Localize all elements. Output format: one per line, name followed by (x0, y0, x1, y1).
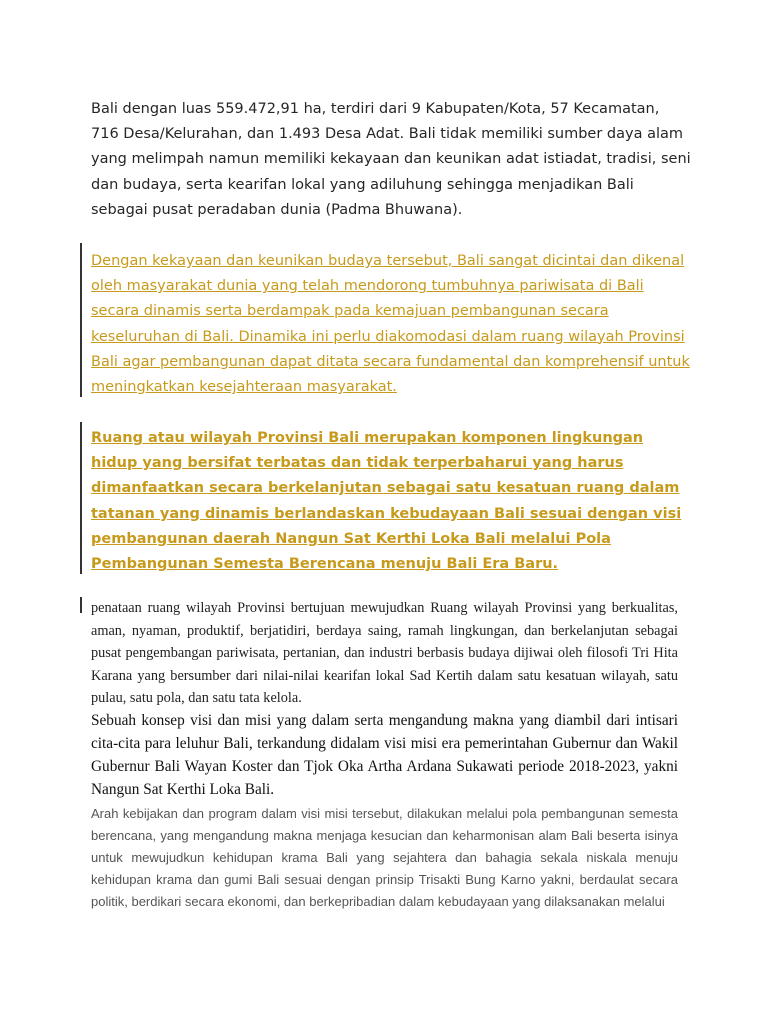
change-bar-3 (80, 597, 82, 613)
paragraph-intro: Bali dengan luas 559.472,91 ha, terdiri dari 9 Kabupaten/Kota, 57 Kecamatan, 716 Desa/Kelurahan, dan 1.493 Desa Adat. Bali tidak memiliki sumber daya alam yang melimpah namun memiliki kekayaan dan keunikan adat istiadat, tradisi, seni dan budaya, serta kearifan lokal yang adiluhung sehingga menjadikan Bali sebagai pusat peradaban dunia (Padma Bhuwana). (91, 101, 691, 218)
paragraph-visi-misi: Sebuah konsep visi dan misi yang dalam serta mengandung makna yang diambil dari intisari cita-cita para leluhur Bali, terkandung didalam visi misi era pemerintahan Gubernur dan Wakil Gubernur Bali Wayan Koster dan Tjok Oka Artha Ardana Sukawati periode 2018-2023, yakni Nangun Sat Kerthi Loka Bali. (91, 712, 678, 799)
paragraph-tracked-insertion-1[interactable]: Dengan kekayaan dan keunikan budaya tersebut, Bali sangat dicintai dan dikenal oleh masyarakat dunia yang telah mendorong tumbuhnya pariwisata di Bali secara dinamis serta berdampak pada kemajuan pembangunan secara keseluruhan di Bali. Dinamika ini perlu diakomodasi dalam ruang wilayah Provinsi Bali agar pembangunan dapat ditata secara fundamental dan komprehensif untuk meningkatkan kesejahteraan masyarakat. (91, 253, 690, 396)
paragraph-arah-kebijakan: Arah kebijakan dan program dalam visi misi tersebut, dilakukan melalui pola pembangunan semesta berencana, yang mengandung makna menjaga kesucian dan keharmonisan alam Bali beserta isinya untuk mewujudkun kehidupan krama Bali yang sejahtera dan bahagia sekala niskala menuju kehidupan krama dan gumi Bali sesuai dengan prinsip Trisakti Bung Karno yakni, berdaulat secara politik, berdikari secara ekonomi, dan berkepribadian dalam kebudayaan yang dilaksanakan melalui (91, 806, 678, 909)
change-bar-2 (80, 422, 82, 574)
paragraph-tujuan-penataan-ruang: penataan ruang wilayah Provinsi bertujuan mewujudkan Ruang wilayah Provinsi yang berkualitas, aman, nyaman, produktif, berjatidiri, berdaya saing, ramah lingkungan, dan berkelanjutan sebagai pusat pengembangan pariwisata, pertanian, dan industri berbasis budaya dijiwai oleh filosofi Tri Hita Karana yang bersumber dari nilai-nilai kearifan lokal Sad Kertih dalam satu kesatuan wilayah, satu pulau, satu pola, dan satu tata kelola. (91, 600, 678, 707)
change-bar-1 (80, 243, 82, 397)
paragraph-tracked-insertion-2[interactable]: Ruang atau wilayah Provinsi Bali merupakan komponen lingkungan hidup yang bersifat terbatas dan tidak terperbaharui yang harus dimanfaatkan secara berkelanjutan sebagai satu kesatuan ruang dalam tatanan yang dinamis berlandaskan kebudayaan Bali sesuai dengan visi pembangunan daerah Nangun Sat Kerthi Loka Bali melalui Pola Pembangunan Semesta Berencana menuju Bali Era Baru. (91, 430, 682, 573)
